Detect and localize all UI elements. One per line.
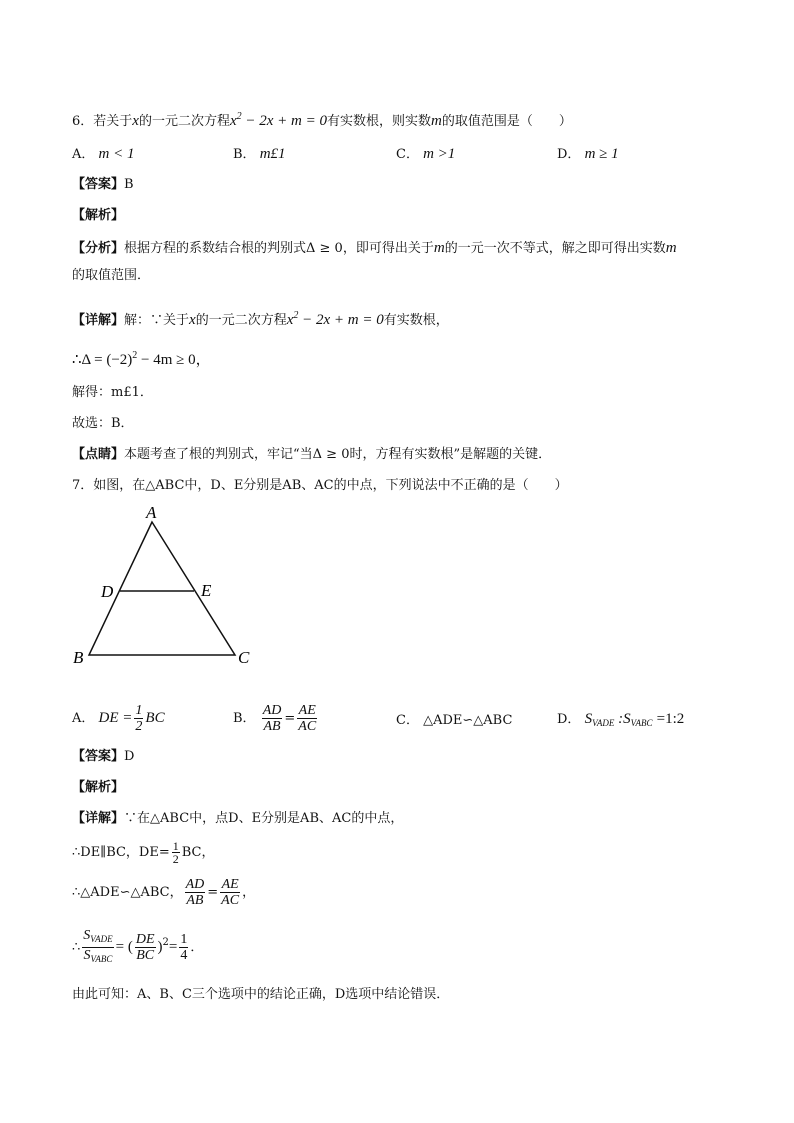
q7-analysis-tag: 【解析】 [72,780,125,795]
label-c: C [238,648,250,667]
q7-option-d: D． $S_{VADE}$ $:S_{VABC}$ =1:2 [557,711,685,728]
q6-dianjing: 【点睛】本题考查了根的判别式，牢记“当Δ ≥ 0时，方程有实数根”是解题的关键． [72,447,552,462]
label-a: A [146,503,157,522]
label-e: E [201,581,212,600]
q6-analysis-tag: 【解析】 [72,208,125,223]
q6-option-b: B． m£1 [233,146,286,162]
q6-stem-text: 6．若关于 [72,114,133,129]
q6-option-d: D． m ≥ 1 [557,146,619,162]
q6-delta: ∴Δ = $(-2)^2 - 4m \ge 0$， [72,350,211,368]
q6-solve: 解得：m£1． [72,385,153,400]
q6-stem-text: 有实数根，则实数 [327,114,432,129]
q7-option-b: B． $\frac{AD}{AB}$ = $\frac{AE}{AC}$ [233,703,317,734]
q7-answer: 【答案】D [72,749,135,764]
q6-xiangjie: 【详解】解：∵关于x的一元二次方程$x^2 - 2x + m = 0$有实数根， [72,310,449,328]
triangle-figure [70,500,270,675]
q7-option-a: A． DE = $\frac{1}{2}$ BC [72,703,165,734]
var-x: x [132,113,139,129]
q7-stem: 7．如图，在△ABC中，D、E分别是AB、AC的中点，下列说法中不正确的是（ ） [72,478,568,493]
q6-option-a: A． m < 1 [72,146,135,162]
q6-stem-text: 的取值范围是（ ） [441,114,572,129]
var-m: m [431,113,442,129]
q7-xiangjie: 【详解】∵在△ABC中，点D、E分别是AB、AC的中点， [72,811,404,826]
q6-choose: 故选：B． [72,416,134,431]
q7-option-c: C． △ADE∽△ABC [396,713,513,728]
q7-xj-line2: ∴DE∥BC，DE= $\frac{1}{2}$ BC， [72,839,215,866]
q6-stem [72,108,572,131]
label-d: D [101,582,114,601]
q7-xj-line3: ∴△ADE∽△ABC， $\frac{AD}{AB}$ = $\frac{AE}{AC}$ ， [72,877,256,908]
q6-stem-text: 的一元二次方程 [138,114,230,129]
q7-conclusion: 由此可知：A、B、C三个选项中的结论正确，D选项中结论错误． [72,987,450,1002]
q7-xj-line4: ∴ $\frac{S_{VADE}}{S_{VABC}}$ = ( $\frac{DE}{BC}$ )$^2$= $\frac{1}{4}$ ． [72,928,204,964]
q6-fenxi: 【分析】根据方程的系数结合根的判别式Δ ≥ 0，即可得出关于m的一元一次不等式，解之即可得出实数m [72,240,677,256]
label-b: B [73,648,84,667]
q6-option-c: C． m >1 [396,146,456,162]
q6-fenxi-cont: 的取值范围． [72,268,151,283]
equation: $x^2 - 2x + m = 0$ [229,111,327,129]
q6-answer: 【答案】B [72,177,134,192]
